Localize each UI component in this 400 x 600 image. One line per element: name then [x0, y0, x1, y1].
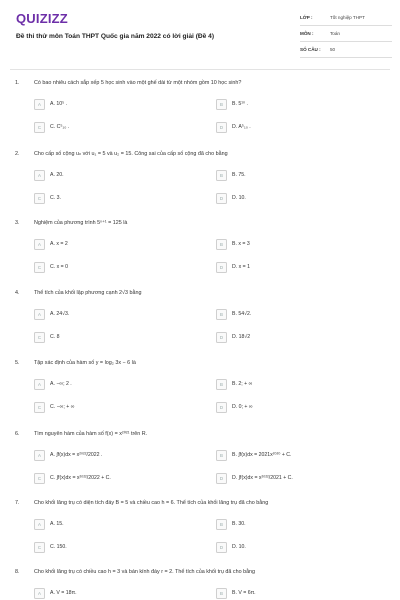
- meta-key: SỐ CÂU :: [300, 47, 321, 52]
- option-b[interactable]: [216, 169, 246, 181]
- option-text: D. ∫f(x)dx = x²⁰²²/2021 + C.: [232, 475, 293, 481]
- option-b[interactable]: [216, 238, 250, 250]
- option-d[interactable]: [216, 541, 246, 553]
- option-text: A. 10⁵ .: [50, 101, 68, 107]
- option-d[interactable]: [216, 331, 250, 343]
- question-number: 7.: [15, 500, 20, 506]
- option-letter-box: C: [34, 262, 45, 273]
- option-d[interactable]: [216, 261, 250, 273]
- option-letter-box: B: [216, 519, 227, 530]
- option-text: D. x = 1: [232, 264, 251, 270]
- option-letter-box: A: [34, 170, 45, 181]
- option-letter-box: A: [34, 309, 45, 320]
- meta-key: LỚP :: [300, 15, 313, 20]
- option-letter-box: B: [216, 170, 227, 181]
- question-number: 3.: [15, 220, 20, 226]
- option-text: C. ∫f(x)dx = x²⁰²²/2022 + C.: [50, 475, 111, 481]
- option-text: A. x = 2: [50, 241, 68, 247]
- option-letter-box: B: [216, 379, 227, 390]
- option-c[interactable]: [34, 261, 68, 273]
- option-letter-box: C: [34, 402, 45, 413]
- option-text: A. 24√3.: [50, 311, 70, 317]
- option-text: D. 18√2: [232, 334, 251, 340]
- option-d[interactable]: [216, 472, 293, 484]
- option-b[interactable]: [216, 449, 292, 461]
- question-number: 8.: [15, 569, 20, 575]
- option-letter-box: A: [34, 239, 45, 250]
- option-b[interactable]: [216, 308, 251, 320]
- option-c[interactable]: [34, 331, 60, 343]
- option-d[interactable]: [216, 121, 251, 133]
- option-text: B. 2; + ∞: [232, 381, 253, 387]
- option-text: D. 0; + ∞: [232, 404, 253, 410]
- option-letter-box: B: [216, 309, 227, 320]
- option-letter-box: D: [216, 542, 227, 553]
- option-c[interactable]: [34, 401, 74, 413]
- option-a[interactable]: [34, 378, 72, 390]
- option-b[interactable]: [216, 587, 256, 599]
- option-letter-box: C: [34, 122, 45, 133]
- option-text: C. −∞; + ∞: [50, 404, 75, 410]
- option-text: B. ∫f(x)dx = 2021x²⁰²⁰ + C.: [232, 452, 292, 458]
- question-text: Cho khối lăng trụ có diện tích đáy B = 5 và chiều cao h = 6. Thể tích của khối lăng trụ đã cho bằng: [34, 500, 269, 506]
- option-text: C. 3.: [50, 195, 61, 201]
- option-letter-box: B: [216, 239, 227, 250]
- option-text: B. 54√2.: [232, 311, 252, 317]
- page-title: Đề thi thử môn Toán THPT Quốc gia năm 2022 có lời giải (Đề 4): [16, 33, 215, 40]
- option-letter-box: A: [34, 379, 45, 390]
- option-text: B. 30.: [232, 521, 246, 527]
- question-number: 6.: [15, 431, 20, 437]
- option-text: C. x = 0: [50, 264, 69, 270]
- option-letter-box: B: [216, 588, 227, 599]
- option-letter-box: D: [216, 262, 227, 273]
- option-text: D. 10.: [232, 195, 246, 201]
- option-a[interactable]: [34, 449, 102, 461]
- option-c[interactable]: [34, 472, 111, 484]
- option-text: A. ∫f(x)dx = x²⁰²²/2022 .: [50, 452, 103, 458]
- option-text: D. 10.: [232, 544, 246, 550]
- option-text: A. V = 18π.: [50, 590, 77, 596]
- question-text: Nghiệm của phương trình 5ˣ⁺¹ = 125 là: [34, 220, 128, 226]
- option-text: B. 75.: [232, 172, 246, 178]
- option-letter-box: A: [34, 519, 45, 530]
- option-letter-box: B: [216, 99, 227, 110]
- question-text: Thể tích của khối lập phương cạnh 2√3 bằng: [34, 290, 142, 296]
- option-a[interactable]: [34, 238, 68, 250]
- option-a[interactable]: [34, 587, 77, 599]
- question-number: 1.: [15, 80, 20, 86]
- option-letter-box: C: [34, 332, 45, 343]
- option-b[interactable]: [216, 518, 246, 530]
- option-letter-box: A: [34, 99, 45, 110]
- meta-value: Tốt nghiệp THPT: [330, 15, 365, 20]
- question-text: Cho khối lăng trụ có chiều cao h = 3 và bán kính đáy r = 2. Thể tích của khối trụ đã cho bằng: [34, 569, 256, 575]
- option-a[interactable]: [34, 169, 64, 181]
- meta-row-class: [300, 10, 392, 26]
- option-c[interactable]: [34, 121, 69, 133]
- option-b[interactable]: [216, 98, 248, 110]
- option-text: A. 20.: [50, 172, 64, 178]
- option-letter-box: C: [34, 542, 45, 553]
- option-text: D. A⁵₁₀ .: [232, 124, 251, 130]
- option-letter-box: B: [216, 450, 227, 461]
- option-a[interactable]: [34, 518, 64, 530]
- option-letter-box: A: [34, 450, 45, 461]
- option-c[interactable]: [34, 541, 67, 553]
- question-text: Tập xác định của hàm số y = log₂ 3x − 6 là: [34, 360, 136, 366]
- header-divider: [10, 69, 390, 70]
- option-a[interactable]: [34, 98, 67, 110]
- meta-row-count: [300, 42, 392, 58]
- question-number: 4.: [15, 290, 20, 296]
- meta-key: MÔN :: [300, 31, 314, 36]
- option-letter-box: D: [216, 473, 227, 484]
- option-letter-box: C: [34, 193, 45, 204]
- option-text: B. x = 3: [232, 241, 250, 247]
- option-letter-box: D: [216, 402, 227, 413]
- option-text: B. 5¹⁰ .: [232, 101, 248, 107]
- option-letter-box: D: [216, 332, 227, 343]
- option-text: C. 8: [50, 334, 60, 340]
- question-text: Tìm nguyên hàm của hàm số f(x) = x²⁰²¹ trên R.: [34, 431, 148, 437]
- question-number: 2.: [15, 151, 20, 157]
- option-a[interactable]: [34, 308, 69, 320]
- option-text: B. V = 6π.: [232, 590, 256, 596]
- option-letter-box: C: [34, 473, 45, 484]
- worksheet-header: [0, 0, 400, 70]
- option-text: C. 150.: [50, 544, 67, 550]
- question-number: 5.: [15, 360, 20, 366]
- option-letter-box: D: [216, 122, 227, 133]
- option-d[interactable]: [216, 401, 253, 413]
- option-text: C. C⁵₁₀ .: [50, 124, 70, 130]
- option-letter-box: A: [34, 588, 45, 599]
- question-text: Có bao nhiêu cách sắp xếp 5 học sinh vào một ghế dài từ một nhóm gồm 10 học sinh?: [34, 80, 242, 86]
- option-b[interactable]: [216, 378, 252, 390]
- option-text: A. 15.: [50, 521, 64, 527]
- option-d[interactable]: [216, 192, 246, 204]
- option-c[interactable]: [34, 192, 61, 204]
- question-text: Cho cấp số cộng uₙ với u₁ = 5 và u₂ = 15. Công sai của cấp số cộng đã cho bằng: [34, 151, 228, 157]
- meta-info: [300, 10, 392, 58]
- option-text: A. −∞; 2 .: [50, 381, 72, 387]
- quizizz-logo: QUIZIZZ: [16, 11, 68, 26]
- meta-row-subject: [300, 26, 392, 42]
- meta-value: 50: [330, 47, 336, 52]
- meta-value: Toán: [330, 31, 340, 36]
- option-letter-box: D: [216, 193, 227, 204]
